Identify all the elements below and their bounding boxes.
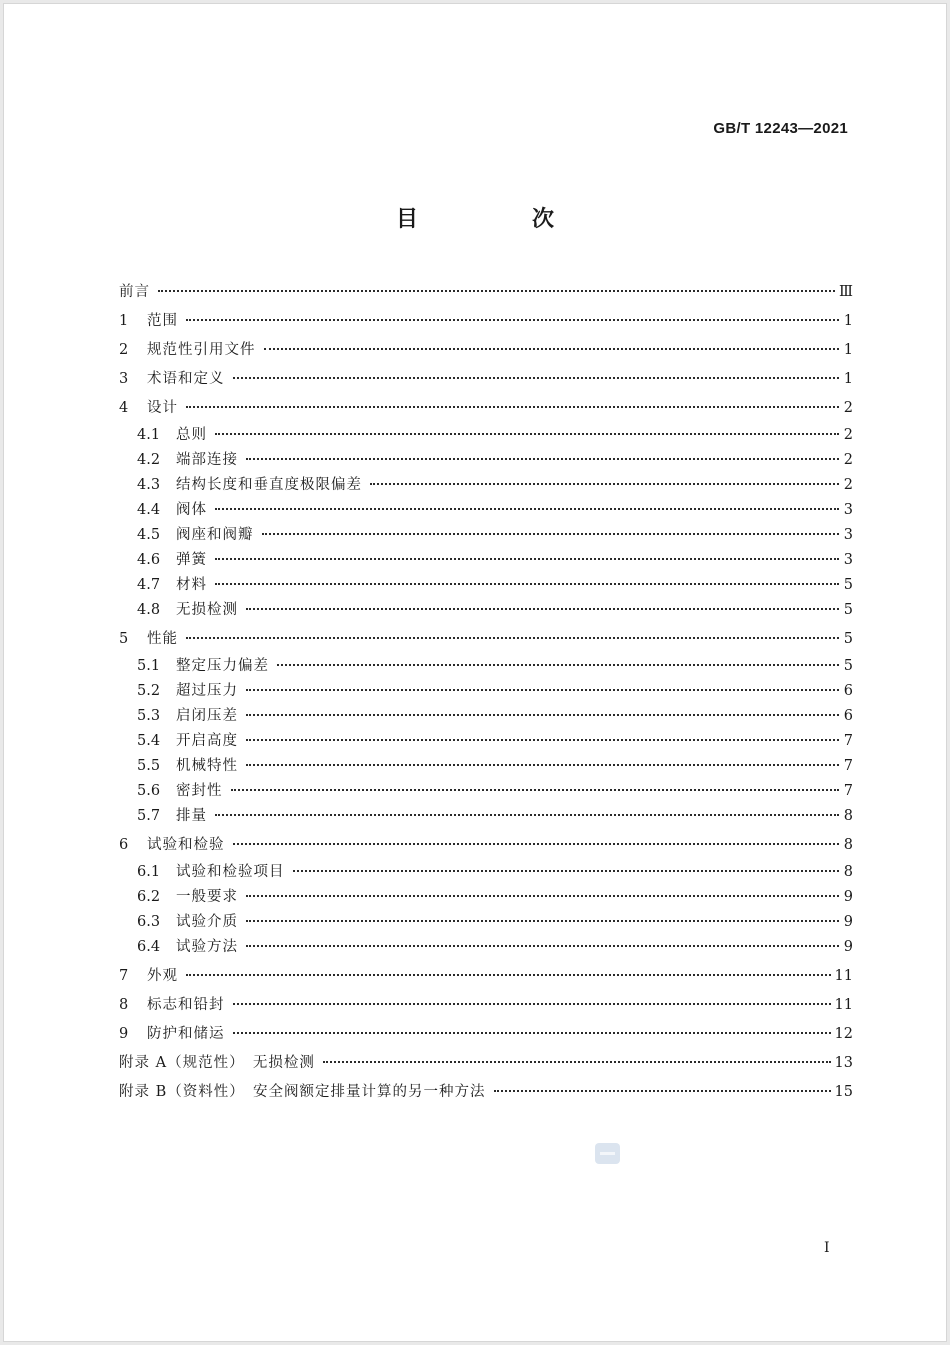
toc-entry[interactable] xyxy=(119,548,853,570)
standard-code: GB/T 12243—2021 xyxy=(713,120,848,137)
toc-entry-number: 5.4 xyxy=(137,733,161,749)
toc-entry-page: 11 xyxy=(834,968,853,984)
toc-entry-page: 3 xyxy=(843,552,853,568)
toc-dot-leader xyxy=(246,945,839,947)
toc-entry-page: 15 xyxy=(834,1084,853,1100)
toc-entry-label: 附录 B（资料性） 安全阀额定排量计算的另一种方法 xyxy=(119,1084,486,1100)
toc-entry-label: 弹簧 xyxy=(176,552,207,568)
toc-entry-label: 附录 A（规范性） 无损检测 xyxy=(119,1055,315,1071)
toc-entry-page: 9 xyxy=(843,889,853,905)
toc-entry[interactable] xyxy=(119,754,853,776)
toc-entry-number: 5.2 xyxy=(137,683,161,699)
toc-entry[interactable] xyxy=(119,473,853,495)
toc-entry-page: 7 xyxy=(843,783,853,799)
toc-entry[interactable] xyxy=(119,804,853,826)
toc-entry-label: 密封性 xyxy=(176,783,223,799)
toc-entry[interactable] xyxy=(119,367,853,389)
toc-entry-label: 范围 xyxy=(147,313,178,329)
toc-entry-page: Ⅲ xyxy=(839,284,853,300)
toc-entry-label: 超过压力 xyxy=(176,683,238,699)
toc-entry-number: 4.5 xyxy=(137,527,161,543)
toc-entry-number: 6.1 xyxy=(137,864,161,880)
toc-entry-label: 试验介质 xyxy=(176,914,238,930)
toc-entry[interactable] xyxy=(119,280,853,302)
toc-entry[interactable] xyxy=(119,396,853,418)
toc-entry[interactable] xyxy=(119,964,853,986)
toc-entry-number: 4.8 xyxy=(137,602,161,618)
page-number: I xyxy=(824,1240,830,1256)
toc-dot-leader xyxy=(186,319,839,321)
table-of-contents xyxy=(119,280,853,1104)
toc-entry[interactable] xyxy=(119,498,853,520)
toc-dot-leader xyxy=(215,433,839,435)
toc-entry[interactable] xyxy=(119,1051,853,1073)
toc-dot-leader xyxy=(264,348,840,350)
toc-entry-number: 4.2 xyxy=(137,452,161,468)
toc-entry-label: 排量 xyxy=(176,808,207,824)
toc-entry-page: 1 xyxy=(843,342,853,358)
toc-entry-page: 13 xyxy=(834,1055,853,1071)
toc-dot-leader xyxy=(277,664,839,666)
toc-entry-number: 5.1 xyxy=(137,658,161,674)
toc-dot-leader xyxy=(246,608,839,610)
toc-entry-number: 1 xyxy=(119,313,129,329)
toc-entry[interactable] xyxy=(119,523,853,545)
toc-entry-label: 术语和定义 xyxy=(147,371,225,387)
toc-dot-leader xyxy=(246,764,839,766)
toc-entry[interactable] xyxy=(119,860,853,882)
toc-entry-label: 试验和检验项目 xyxy=(176,864,285,880)
toc-entry-number: 3 xyxy=(119,371,129,387)
toc-entry-page: 8 xyxy=(843,808,853,824)
toc-entry-label: 规范性引用文件 xyxy=(147,342,256,358)
toc-entry[interactable] xyxy=(119,833,853,855)
toc-entry-number: 7 xyxy=(119,968,129,984)
toc-entry-label: 开启高度 xyxy=(176,733,238,749)
toc-entry[interactable] xyxy=(119,448,853,470)
toc-entry-number: 5.3 xyxy=(137,708,161,724)
toc-dot-leader xyxy=(158,290,835,292)
toc-entry-page: 8 xyxy=(843,864,853,880)
toc-entry-number: 2 xyxy=(119,342,129,358)
toc-entry-label: 阀体 xyxy=(176,502,207,518)
toc-entry[interactable] xyxy=(119,423,853,445)
toc-dot-leader xyxy=(186,406,839,408)
toc-dot-leader xyxy=(233,377,840,379)
toc-entry-label: 机械特性 xyxy=(176,758,238,774)
toc-entry-page: 7 xyxy=(843,758,853,774)
toc-entry-page: 2 xyxy=(843,452,853,468)
toc-entry-page: 3 xyxy=(843,527,853,543)
toc-entry-label: 标志和铅封 xyxy=(147,997,225,1013)
toc-dot-leader xyxy=(246,714,839,716)
toc-dot-leader xyxy=(215,583,839,585)
toc-dot-leader xyxy=(246,689,839,691)
toc-entry-label: 总则 xyxy=(176,427,207,443)
toc-entry-page: 3 xyxy=(843,502,853,518)
toc-dot-leader xyxy=(262,533,840,535)
toc-dot-leader xyxy=(215,558,839,560)
toc-dot-leader xyxy=(233,1003,831,1005)
toc-dot-leader xyxy=(233,1032,831,1034)
watermark-logo xyxy=(595,1143,620,1164)
toc-dot-leader xyxy=(246,920,839,922)
toc-dot-leader xyxy=(246,458,839,460)
toc-entry-page: 1 xyxy=(843,371,853,387)
toc-entry-page: 5 xyxy=(843,602,853,618)
toc-entry-number: 8 xyxy=(119,997,129,1013)
toc-entry-number: 6.3 xyxy=(137,914,161,930)
toc-entry-page: 8 xyxy=(843,837,853,853)
toc-entry-page: 2 xyxy=(843,477,853,493)
toc-entry-number: 6.4 xyxy=(137,939,161,955)
toc-entry-label: 启闭压差 xyxy=(176,708,238,724)
toc-entry-label: 阀座和阀瓣 xyxy=(176,527,254,543)
toc-entry[interactable] xyxy=(119,598,853,620)
toc-dot-leader xyxy=(494,1090,831,1092)
toc-entry-page: 5 xyxy=(843,631,853,647)
toc-entry-number: 4.7 xyxy=(137,577,161,593)
toc-dot-leader xyxy=(231,789,840,791)
toc-dot-leader xyxy=(215,508,839,510)
toc-entry[interactable] xyxy=(119,910,853,932)
toc-entry[interactable] xyxy=(119,654,853,676)
toc-entry-number: 9 xyxy=(119,1026,129,1042)
toc-entry-label: 一般要求 xyxy=(176,889,238,905)
toc-entry[interactable] xyxy=(119,573,853,595)
toc-entry[interactable] xyxy=(119,1080,853,1102)
toc-entry-label: 设计 xyxy=(147,400,178,416)
toc-entry-number: 4 xyxy=(119,400,129,416)
toc-entry-label: 防护和储运 xyxy=(147,1026,225,1042)
toc-entry-number: 4.3 xyxy=(137,477,161,493)
toc-entry-number: 5 xyxy=(119,631,129,647)
toc-entry[interactable] xyxy=(119,309,853,331)
toc-title: 目 次 xyxy=(395,207,600,232)
toc-entry[interactable] xyxy=(119,885,853,907)
toc-entry-label: 性能 xyxy=(147,631,178,647)
toc-entry[interactable] xyxy=(119,935,853,957)
toc-entry-page: 7 xyxy=(843,733,853,749)
toc-entry[interactable] xyxy=(119,627,853,649)
toc-entry-label: 前言 xyxy=(119,284,150,300)
toc-dot-leader xyxy=(186,637,839,639)
toc-dot-leader xyxy=(246,895,839,897)
toc-entry-number: 4.4 xyxy=(137,502,161,518)
toc-entry-page: 5 xyxy=(843,658,853,674)
toc-entry-number: 4.1 xyxy=(137,427,161,443)
toc-entry[interactable] xyxy=(119,338,853,360)
toc-entry-number: 6.2 xyxy=(137,889,161,905)
toc-entry-page: 11 xyxy=(834,997,853,1013)
toc-entry[interactable] xyxy=(119,993,853,1015)
toc-entry-number: 4.6 xyxy=(137,552,161,568)
toc-entry-label: 材料 xyxy=(176,577,207,593)
toc-entry-page: 2 xyxy=(843,400,853,416)
toc-entry-page: 9 xyxy=(843,939,853,955)
toc-entry-page: 6 xyxy=(843,683,853,699)
toc-entry[interactable] xyxy=(119,779,853,801)
toc-dot-leader xyxy=(370,483,839,485)
toc-dot-leader xyxy=(215,814,839,816)
toc-dot-leader xyxy=(323,1061,831,1063)
toc-entry-label: 整定压力偏差 xyxy=(176,658,269,674)
toc-entry-number: 5.5 xyxy=(137,758,161,774)
toc-entry-page: 9 xyxy=(843,914,853,930)
toc-entry-page: 1 xyxy=(843,313,853,329)
toc-dot-leader xyxy=(233,843,840,845)
toc-entry-label: 端部连接 xyxy=(176,452,238,468)
toc-entry-page: 6 xyxy=(843,708,853,724)
toc-entry-label: 试验和检验 xyxy=(147,837,225,853)
toc-dot-leader xyxy=(186,974,831,976)
toc-entry-number: 5.6 xyxy=(137,783,161,799)
toc-entry-page: 5 xyxy=(843,577,853,593)
toc-entry-label: 外观 xyxy=(147,968,178,984)
toc-dot-leader xyxy=(246,739,839,741)
document-page xyxy=(3,3,947,1342)
toc-entry[interactable] xyxy=(119,704,853,726)
toc-entry-number: 6 xyxy=(119,837,129,853)
toc-entry-page: 12 xyxy=(834,1026,853,1042)
toc-entry-number: 5.7 xyxy=(137,808,161,824)
toc-dot-leader xyxy=(293,870,840,872)
toc-entry-label: 无损检测 xyxy=(176,602,238,618)
toc-entry[interactable] xyxy=(119,729,853,751)
toc-entry[interactable] xyxy=(119,679,853,701)
toc-entry-label: 试验方法 xyxy=(176,939,238,955)
toc-entry-label: 结构长度和垂直度极限偏差 xyxy=(176,477,362,493)
toc-entry[interactable] xyxy=(119,1022,853,1044)
toc-entry-page: 2 xyxy=(843,427,853,443)
